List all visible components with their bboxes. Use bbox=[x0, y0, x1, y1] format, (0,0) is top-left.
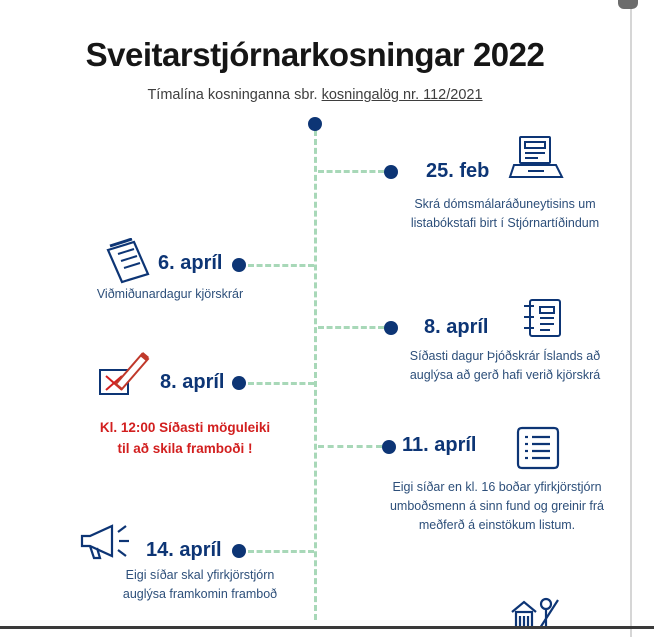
event-description bbox=[352, 478, 642, 535]
event-date: 25. feb bbox=[426, 160, 490, 182]
connector-line bbox=[248, 550, 314, 553]
event-date: 11. apríl bbox=[402, 434, 477, 456]
page-right-border bbox=[630, 0, 632, 637]
subtitle-prefix: Tímalína kosninganna sbr. bbox=[147, 87, 322, 103]
connector-line bbox=[248, 264, 314, 267]
subtitle bbox=[0, 87, 630, 103]
law-reference-link[interactable]: kosningalög nr. 112/2021 bbox=[321, 87, 483, 103]
scrollbar-thumb[interactable] bbox=[618, 0, 638, 9]
page-bottom-border bbox=[0, 626, 654, 629]
event-dot bbox=[232, 544, 246, 558]
connector-line bbox=[318, 170, 384, 173]
timeline-axis bbox=[314, 130, 317, 620]
event-date: 6. apríl bbox=[158, 252, 223, 274]
description-line: meðferð á einstökum listum. bbox=[418, 518, 576, 532]
description-line: Viðmiðunardagur kjörskrár bbox=[96, 287, 244, 301]
description-line: Eigi síðar en kl. 16 boðar yfirkjörstjórn bbox=[392, 480, 602, 494]
connector-line bbox=[248, 382, 314, 385]
description-line: Eigi síðar skal yfirkjörstjórn bbox=[125, 568, 275, 582]
notepad-icon bbox=[104, 238, 154, 289]
description-line: Síðasti dagur Þjóðskrár Íslands að bbox=[409, 349, 601, 363]
event-dot bbox=[232, 376, 246, 390]
warning-line: til að skila framboði ! bbox=[117, 441, 253, 456]
description-line: auglýsa að gerð hafi verið kjörskrá bbox=[409, 368, 601, 382]
connector-line bbox=[318, 445, 382, 448]
event-date: 8. apríl bbox=[160, 371, 225, 393]
event-dot bbox=[384, 165, 398, 179]
event-description bbox=[370, 195, 640, 233]
description-line: Skrá dómsmálaráðuneytisins um bbox=[414, 197, 596, 211]
megaphone-icon bbox=[76, 520, 132, 569]
deadline-warning bbox=[60, 417, 310, 459]
event-dot bbox=[232, 258, 246, 272]
description-line: auglýsa framkomin framboð bbox=[122, 587, 278, 601]
register-book-icon bbox=[520, 298, 566, 345]
ballot-pencil-icon bbox=[96, 348, 152, 405]
event-date: 14. apríl bbox=[146, 539, 222, 561]
timeline-start-dot bbox=[308, 117, 322, 131]
warning-line: Kl. 12:00 Síðasti möguleiki bbox=[99, 420, 271, 435]
connector-line bbox=[318, 326, 384, 329]
laptop-document-icon bbox=[508, 133, 564, 188]
event-date: 8. apríl bbox=[424, 316, 489, 338]
event-description bbox=[60, 285, 280, 304]
event-dot bbox=[384, 321, 398, 335]
event-dot bbox=[382, 440, 396, 454]
description-line: umboðsmenn á sinn fund og greinir frá bbox=[389, 499, 604, 513]
page-title: Sveitarstjórnarkosningar 2022 bbox=[85, 36, 545, 73]
description-line: listabókstafi birt í Stjórnartíðindum bbox=[410, 216, 600, 230]
event-description bbox=[370, 347, 640, 385]
event-description bbox=[90, 566, 310, 604]
scroll-list-icon bbox=[512, 424, 562, 477]
